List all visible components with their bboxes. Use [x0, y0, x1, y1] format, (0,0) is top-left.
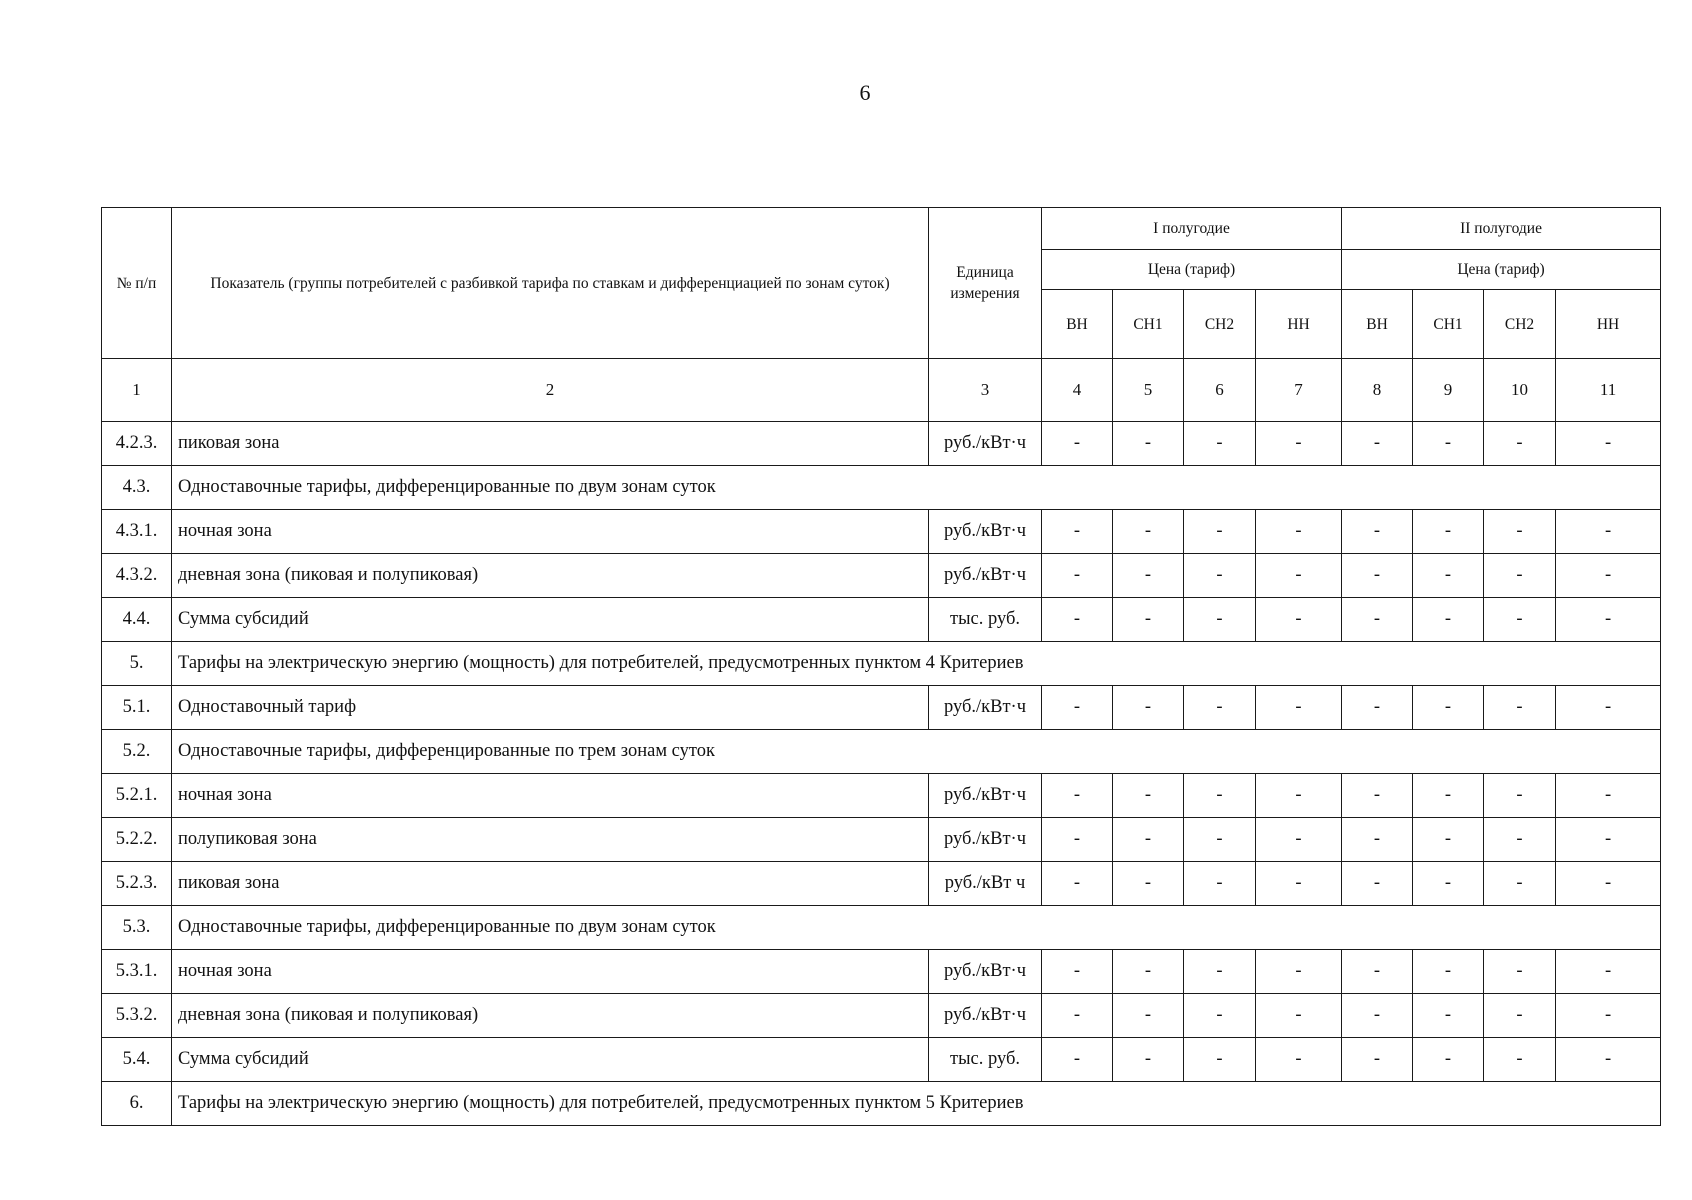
row-number: 5.3.2.: [102, 994, 172, 1038]
header-voltage: СН2: [1484, 290, 1556, 359]
header-voltage: ВН: [1342, 290, 1413, 359]
tariff-value: -: [1556, 422, 1661, 466]
table-row: [102, 686, 1661, 730]
row-unit: руб./кВт·ч: [929, 818, 1042, 862]
row-label: дневная зона (пиковая и полупиковая): [172, 554, 929, 598]
tariff-value: -: [1042, 818, 1113, 862]
tariff-value: -: [1184, 862, 1256, 906]
row-number: 5.1.: [102, 686, 172, 730]
tariff-value: -: [1484, 994, 1556, 1038]
row-unit: тыс. руб.: [929, 1038, 1042, 1082]
row-number: 5.2.3.: [102, 862, 172, 906]
tariff-value: -: [1042, 510, 1113, 554]
tariff-value: -: [1413, 950, 1484, 994]
row-unit: руб./кВт·ч: [929, 510, 1042, 554]
tariff-value: -: [1413, 862, 1484, 906]
row-unit: руб./кВт·ч: [929, 422, 1042, 466]
tariff-value: -: [1113, 422, 1184, 466]
column-number: 3: [929, 359, 1042, 422]
tariff-value: -: [1184, 510, 1256, 554]
column-number: 9: [1413, 359, 1484, 422]
column-number: 5: [1113, 359, 1184, 422]
tariff-value: -: [1413, 422, 1484, 466]
row-label: Тарифы на электрическую энергию (мощность) для потребителей, предусмотренных пунктом 5 Критериев: [172, 1082, 1661, 1126]
header-voltage: СН1: [1113, 290, 1184, 359]
tariff-value: -: [1042, 774, 1113, 818]
tariff-value: -: [1556, 510, 1661, 554]
tariff-value: -: [1184, 774, 1256, 818]
tariff-value: -: [1342, 994, 1413, 1038]
header-indicator: Показатель (группы потребителей с разбивкой тарифа по ставкам и дифференциацией по зонам суток): [172, 208, 929, 359]
column-number: 4: [1042, 359, 1113, 422]
tariff-value: -: [1113, 818, 1184, 862]
tariff-value: -: [1256, 862, 1342, 906]
tariff-value: -: [1184, 598, 1256, 642]
tariff-value: -: [1113, 950, 1184, 994]
row-unit: руб./кВт·ч: [929, 994, 1042, 1038]
tariff-value: -: [1413, 686, 1484, 730]
row-label: ночная зона: [172, 950, 929, 994]
tariff-value: -: [1413, 1038, 1484, 1082]
tariff-value: -: [1042, 598, 1113, 642]
tariff-value: -: [1113, 862, 1184, 906]
column-number: 8: [1342, 359, 1413, 422]
tariff-value: -: [1413, 774, 1484, 818]
column-number-row: [102, 359, 1661, 422]
tariff-value: -: [1556, 950, 1661, 994]
tariff-value: -: [1342, 510, 1413, 554]
tariff-value: -: [1256, 774, 1342, 818]
tariff-value: -: [1042, 422, 1113, 466]
header-voltage: СН2: [1184, 290, 1256, 359]
tariff-value: -: [1484, 598, 1556, 642]
tariff-value: -: [1413, 510, 1484, 554]
header-num: № п/п: [102, 208, 172, 359]
tariff-value: -: [1556, 554, 1661, 598]
row-number: 5.3.: [102, 906, 172, 950]
tariff-value: -: [1556, 774, 1661, 818]
row-number: 5.2.: [102, 730, 172, 774]
row-label: Одноставочный тариф: [172, 686, 929, 730]
tariff-value: -: [1184, 422, 1256, 466]
tariff-value: -: [1342, 686, 1413, 730]
row-number: 4.3.: [102, 466, 172, 510]
row-unit: тыс. руб.: [929, 598, 1042, 642]
row-number: 5.: [102, 642, 172, 686]
tariff-value: -: [1484, 686, 1556, 730]
row-number: 6.: [102, 1082, 172, 1126]
page-number: 6: [859, 80, 871, 105]
tariff-value: -: [1342, 598, 1413, 642]
row-label: дневная зона (пиковая и полупиковая): [172, 994, 929, 1038]
row-label: Одноставочные тарифы, дифференцированные по трем зонам суток: [172, 730, 1661, 774]
tariff-value: -: [1413, 598, 1484, 642]
row-label: Сумма субсидий: [172, 598, 929, 642]
tariff-value: -: [1113, 598, 1184, 642]
header-voltage: НН: [1556, 290, 1661, 359]
table-section-row: [102, 1082, 1661, 1126]
table-row: [102, 994, 1661, 1038]
tariff-value: -: [1342, 422, 1413, 466]
tariff-value: -: [1256, 686, 1342, 730]
tariff-value: -: [1256, 422, 1342, 466]
header-half2: II полугодие: [1342, 208, 1661, 250]
row-number: 5.2.2.: [102, 818, 172, 862]
tariff-value: -: [1556, 818, 1661, 862]
table-section-row: [102, 466, 1661, 510]
tariff-value: -: [1413, 818, 1484, 862]
table-row: [102, 950, 1661, 994]
row-label: ночная зона: [172, 510, 929, 554]
tariff-value: -: [1184, 686, 1256, 730]
header-voltage: СН1: [1413, 290, 1484, 359]
table-row: [102, 510, 1661, 554]
tariff-value: -: [1113, 994, 1184, 1038]
tariff-value: -: [1484, 950, 1556, 994]
tariff-value: -: [1042, 1038, 1113, 1082]
tariff-value: -: [1484, 1038, 1556, 1082]
row-label: ночная зона: [172, 774, 929, 818]
table-row: [102, 774, 1661, 818]
row-number: 5.2.1.: [102, 774, 172, 818]
header-unit: Единица измерения: [929, 208, 1042, 359]
table-body: [102, 359, 1661, 1126]
tariff-value: -: [1342, 774, 1413, 818]
table-section-row: [102, 906, 1661, 950]
header-price-half1: Цена (тариф): [1042, 250, 1342, 290]
tariff-value: -: [1413, 994, 1484, 1038]
tariff-value: -: [1042, 554, 1113, 598]
row-label: пиковая зона: [172, 422, 929, 466]
table-section-row: [102, 730, 1661, 774]
tariff-value: -: [1256, 598, 1342, 642]
tariff-value: -: [1342, 818, 1413, 862]
table-section-row: [102, 642, 1661, 686]
tariff-value: -: [1184, 1038, 1256, 1082]
header-voltage: ВН: [1042, 290, 1113, 359]
row-number: 4.4.: [102, 598, 172, 642]
table-row: [102, 422, 1661, 466]
tariff-value: -: [1113, 686, 1184, 730]
tariff-value: -: [1184, 818, 1256, 862]
tariff-value: -: [1042, 862, 1113, 906]
row-number: 5.3.1.: [102, 950, 172, 994]
row-number: 4.2.3.: [102, 422, 172, 466]
tariff-value: -: [1342, 554, 1413, 598]
tariff-value: -: [1256, 1038, 1342, 1082]
row-label: Одноставочные тарифы, дифференцированные по двум зонам суток: [172, 466, 1661, 510]
column-number: 10: [1484, 359, 1556, 422]
tariff-value: -: [1342, 862, 1413, 906]
tariff-value: -: [1484, 862, 1556, 906]
tariff-value: -: [1113, 1038, 1184, 1082]
tariff-value: -: [1042, 994, 1113, 1038]
tariff-value: -: [1556, 686, 1661, 730]
tariff-value: -: [1342, 1038, 1413, 1082]
row-unit: руб./кВт·ч: [929, 774, 1042, 818]
column-number: 7: [1256, 359, 1342, 422]
tariff-value: -: [1484, 554, 1556, 598]
row-label: полупиковая зона: [172, 818, 929, 862]
row-number: 5.4.: [102, 1038, 172, 1082]
tariff-value: -: [1556, 994, 1661, 1038]
tariff-value: -: [1256, 994, 1342, 1038]
row-label: пиковая зона: [172, 862, 929, 906]
tariff-value: -: [1256, 510, 1342, 554]
tariff-value: -: [1556, 598, 1661, 642]
column-number: 6: [1184, 359, 1256, 422]
row-label: Одноставочные тарифы, дифференцированные по двум зонам суток: [172, 906, 1661, 950]
tariff-value: -: [1413, 554, 1484, 598]
table-row: [102, 818, 1661, 862]
tariff-value: -: [1113, 510, 1184, 554]
table-row: [102, 862, 1661, 906]
row-unit: руб./кВт·ч: [929, 950, 1042, 994]
tariff-value: -: [1113, 554, 1184, 598]
row-number: 4.3.2.: [102, 554, 172, 598]
row-unit: руб./кВт ч: [929, 862, 1042, 906]
tariff-value: -: [1556, 1038, 1661, 1082]
row-unit: руб./кВт·ч: [929, 554, 1042, 598]
column-number: 2: [172, 359, 929, 422]
table-row: [102, 1038, 1661, 1082]
tariff-value: -: [1256, 950, 1342, 994]
table-row: [102, 554, 1661, 598]
tariff-value: -: [1342, 950, 1413, 994]
column-number: 1: [102, 359, 172, 422]
row-label: Тарифы на электрическую энергию (мощность) для потребителей, предусмотренных пунктом 4 Критериев: [172, 642, 1661, 686]
tariff-value: -: [1484, 422, 1556, 466]
header-half1: I полугодие: [1042, 208, 1342, 250]
tariff-value: -: [1184, 994, 1256, 1038]
tariff-value: -: [1256, 554, 1342, 598]
row-unit: руб./кВт·ч: [929, 686, 1042, 730]
tariff-value: -: [1484, 818, 1556, 862]
table-row: [102, 598, 1661, 642]
tariff-value: -: [1256, 818, 1342, 862]
tariff-value: -: [1113, 774, 1184, 818]
tariff-table: [101, 207, 1661, 1126]
tariff-value: -: [1184, 950, 1256, 994]
tariff-value: -: [1484, 510, 1556, 554]
tariff-value: -: [1042, 686, 1113, 730]
tariff-value: -: [1184, 554, 1256, 598]
row-label: Сумма субсидий: [172, 1038, 929, 1082]
tariff-value: -: [1556, 862, 1661, 906]
header-price-half2: Цена (тариф): [1342, 250, 1661, 290]
tariff-value: -: [1484, 774, 1556, 818]
column-number: 11: [1556, 359, 1661, 422]
tariff-value: -: [1042, 950, 1113, 994]
header-voltage: НН: [1256, 290, 1342, 359]
row-number: 4.3.1.: [102, 510, 172, 554]
